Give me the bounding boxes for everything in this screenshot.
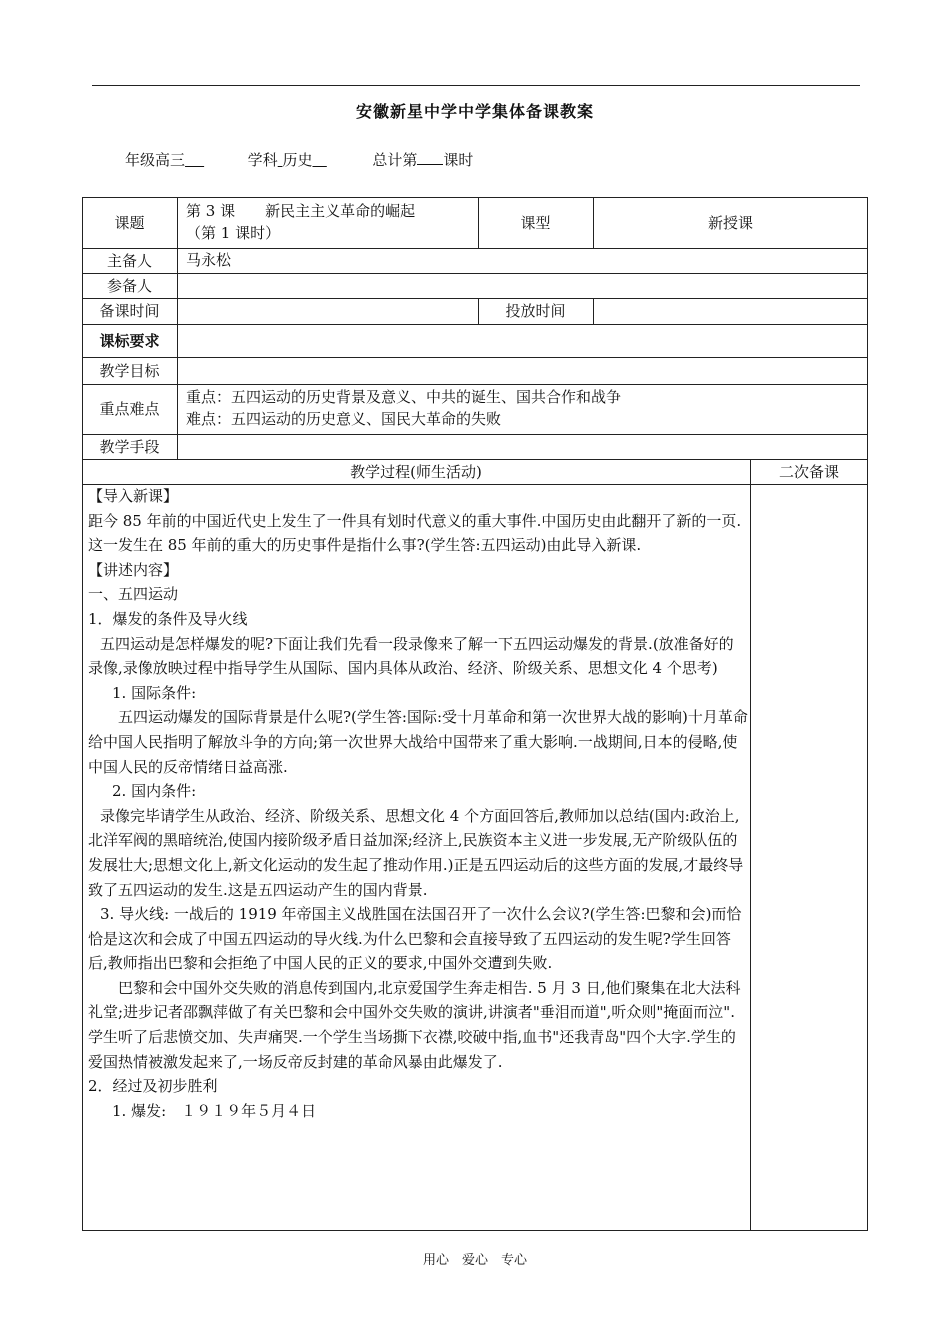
subsection-heading: 2．经过及初步胜利 <box>88 1077 218 1096</box>
paragraph: 五四运动爆发的国际背景是什么呢?(学生答:国际:受十月革命和第一次世界大战的影响)十月革命给中国人民指明了解放斗争的方向;第一次世界大战给中国带来了重大影响.一战期间,日本的侵略,使中国人民的反帝情绪日益高涨. <box>88 708 748 776</box>
keypoints-label: 重点难点 <box>99 400 160 418</box>
grade-label: 年级 <box>125 151 156 169</box>
section-heading: 【导入新课】 <box>88 487 179 505</box>
type-label: 课型 <box>520 213 551 232</box>
subject-label: 学科 <box>247 151 278 169</box>
standards-label: 课标要求 <box>99 331 160 350</box>
subject-value: 历史 <box>282 151 313 169</box>
goals-label: 教学目标 <box>99 361 160 380</box>
second-prep-header: 二次备课 <box>778 462 839 481</box>
subsection-heading: 1. 国际条件: <box>112 683 197 702</box>
topic-value: 第 3 课 新民主主义革命的崛起 （第 1 课时） <box>186 202 416 242</box>
page-footer: 用心 爱心 专心 <box>422 1253 527 1268</box>
means-label: 教学手段 <box>99 437 160 456</box>
lead-label: 主备人 <box>106 251 152 270</box>
paragraph: 3. 导火线: 一战后的 1919 年帝国主义战胜国在法国召开了一次什么会议?(学生答:巴黎和会)而恰恰是这次和会成了中国五四运动的导火线.为什么巴黎和会直接导致了五四运动的发生呢?学生回答后,教师指出巴黎和会拒绝了中国人民的正义的要求,中国外交遭到失败. <box>88 905 742 973</box>
delivery-time-label: 投放时间 <box>505 302 566 320</box>
lesson-content <box>88 484 748 1123</box>
paragraph: 巴黎和会中国外交失败的消息传到国内,北京爱国学生奔走相告. 5 月 3 日,他们聚集在北大法科礼堂;进步记者邵飘萍做了有关巴黎和会中国外交失败的演讲,讲演者"垂泪而道",听众则"掩面而泣".学生听了后悲愤交加、失声痛哭.一个学生当场撕下衣襟,咬破中指,血书"还我青岛"四个大字.学生的爱国热情被激发起来了,一场反帝反封建的革命风暴由此爆发了. <box>88 978 741 1071</box>
prep-time-label: 备课时间 <box>99 302 160 320</box>
lesson-meta <box>125 149 473 170</box>
paragraph: 五四运动是怎样爆发的呢?下面让我们先看一段录像来了解一下五四运动爆发的背景.(放准备好的录像,录像放映过程中指导学生从国际、国内具体从政治、经济、阶级关系、思想文化 4 个思考) <box>88 634 734 678</box>
section-heading: 【讲述内容】 <box>88 560 179 579</box>
total-suffix: 课时 <box>443 151 474 169</box>
subsection-heading: 2. 国内条件: <box>112 782 197 801</box>
participants-label: 参备人 <box>106 276 152 295</box>
subsection-heading: 1．爆发的条件及导火线 <box>88 609 248 628</box>
page-title: 安徽新星中学中学集体备课教案 <box>355 102 594 121</box>
total-blank <box>417 150 443 165</box>
section-heading: 一、五四运动 <box>88 585 179 604</box>
keypoints-value: 重点：五四运动的历史背景及意义、中共的诞生、国共合作和战争 难点：五四运动的历史意义、国民大革命的失败 <box>186 388 622 428</box>
header-rule <box>92 85 860 86</box>
total-label: 总计第 <box>372 151 418 169</box>
process-header: 教学过程(师生活动) <box>350 462 482 481</box>
topic-label: 课题 <box>114 213 145 232</box>
paragraph: 1. 爆发: １９１９年５月４日 <box>112 1101 317 1120</box>
paragraph: 录像完毕请学生从政治、经济、阶级关系、思想文化 4 个方面回答后,教师加以总结(国内:政治上,北洋军阀的黑暗统治,使国内接阶级矛盾日益加深;经济上,民族资本主义进一步发展,无产阶级队伍的发展壮大;思想文化上,新文化运动的发生起了推动作用.)正是五四运动后的这些方面的发展,才最终导致了五四运动的发生.这是五四运动产生的国内背景. <box>88 806 744 899</box>
paragraph: 距今 85 年前的中国近代史上发生了一件具有划时代意义的重大事件.中国历史由此翻开了新的一页.这一发生在 85 年前的重大的历史事件是指什么事?(学生答:五四运动)由此导入新课. <box>88 511 742 555</box>
grade-value: 高三 <box>155 151 186 169</box>
lead-value: 马永松 <box>186 251 232 269</box>
type-value: 新授课 <box>707 213 753 232</box>
